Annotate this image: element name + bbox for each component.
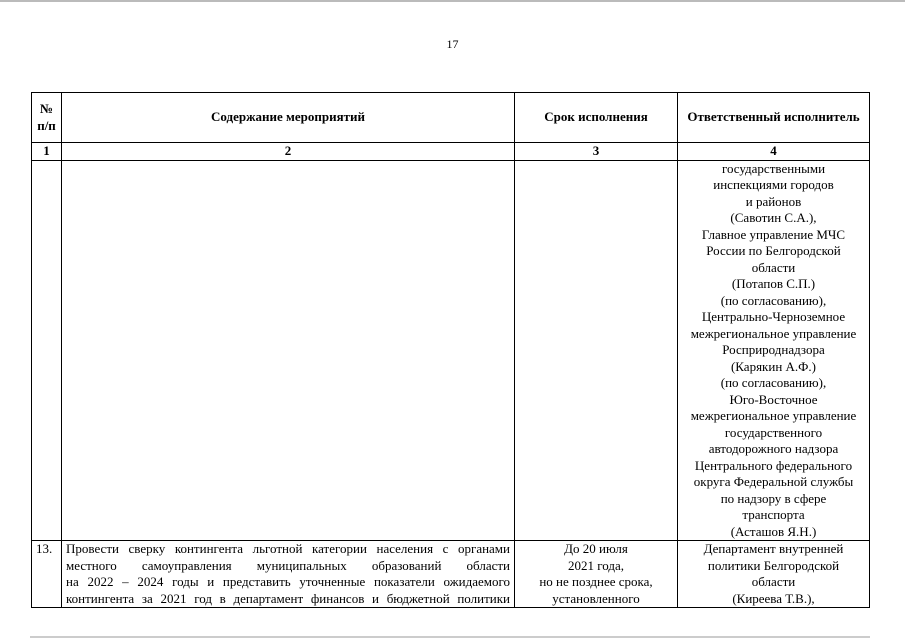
responsible-line: (Савотин С.А.), <box>730 210 817 225</box>
scan-bottom-edge <box>30 636 870 638</box>
responsible-line: государственного <box>724 424 823 440</box>
header-deadline: Срок исполнения <box>515 93 678 143</box>
column-number-4: 4 <box>678 143 870 161</box>
row-13-responsible <box>678 541 870 608</box>
responsible-line: области <box>751 259 796 275</box>
continued-num-cell <box>32 160 62 541</box>
row-13-deadline <box>515 541 678 608</box>
continued-row <box>32 160 870 541</box>
responsible-line: области <box>751 574 796 589</box>
content-line: контингента за 2021 год в департамент финансов и бюджетной политики <box>66 590 510 606</box>
column-number-1: 1 <box>32 143 62 161</box>
header-responsible: Ответственный исполнитель <box>678 93 870 143</box>
header-num <box>32 93 62 143</box>
column-number-row <box>32 143 870 161</box>
header-num-label: № п/п <box>37 101 56 133</box>
responsible-line: Юго-Восточное <box>729 391 818 407</box>
table-row-13 <box>32 541 870 608</box>
row-13-content <box>62 541 515 608</box>
continued-content-cell <box>62 160 515 541</box>
responsible-line: государственными <box>721 160 826 176</box>
responsible-line: Центрального федерального <box>694 457 853 473</box>
responsible-line: округа Федеральной службы <box>693 474 854 489</box>
content-line: местного самоуправления муниципальных образований области <box>66 557 510 573</box>
content-line: Провести сверку контингента льготной категории населения с органами <box>66 541 510 556</box>
responsible-line: Росприроднадзора <box>722 342 825 357</box>
responsible-line: Центрально-Черноземное <box>701 309 846 324</box>
content-line: на 2022 – 2024 годы и представить уточненные показатели ожидаемого <box>66 574 510 589</box>
scan-top-edge <box>0 0 905 2</box>
responsible-line: (по согласованию), <box>720 375 827 390</box>
responsible-line: политики Белгородской <box>707 557 840 573</box>
responsible-line: Главное управление МЧС <box>701 226 846 242</box>
header-content: Содержание мероприятий <box>62 93 515 143</box>
responsible-line: (Асташов Я.Н.) <box>730 523 817 539</box>
responsible-line: межрегиональное управление <box>690 408 857 423</box>
measures-table <box>31 92 870 608</box>
column-number-3: 3 <box>515 143 678 161</box>
responsible-line: (Киреева Т.В.), <box>732 590 815 606</box>
column-number-2: 2 <box>62 143 515 161</box>
responsible-line: по надзору в сфере <box>720 490 827 506</box>
deadline-line: До 20 июля <box>564 541 628 556</box>
responsible-line: (Карякин А.Ф.) <box>730 358 817 374</box>
deadline-line: установленного <box>552 590 640 606</box>
responsible-line: автодорожного надзора <box>708 441 839 456</box>
responsible-line: транспорта <box>742 507 805 522</box>
responsible-line: (по согласованию), <box>720 292 827 308</box>
deadline-line: но не позднее срока, <box>539 574 653 589</box>
responsible-line: межрегиональное управление <box>690 325 857 341</box>
continued-deadline-cell <box>515 160 678 541</box>
responsible-line: Департамент внутренней <box>703 541 844 556</box>
page-number: 17 <box>446 37 459 51</box>
responsible-line: и районов <box>745 193 802 209</box>
row-13-num: 13. <box>32 541 62 608</box>
header-row <box>32 93 870 143</box>
deadline-line: 2021 года, <box>567 557 625 573</box>
responsible-line: России по Белгородской <box>706 243 841 258</box>
continued-responsible-cell <box>678 160 870 541</box>
responsible-line: инспекциями городов <box>713 177 834 192</box>
responsible-line: (Потапов С.П.) <box>731 276 816 291</box>
